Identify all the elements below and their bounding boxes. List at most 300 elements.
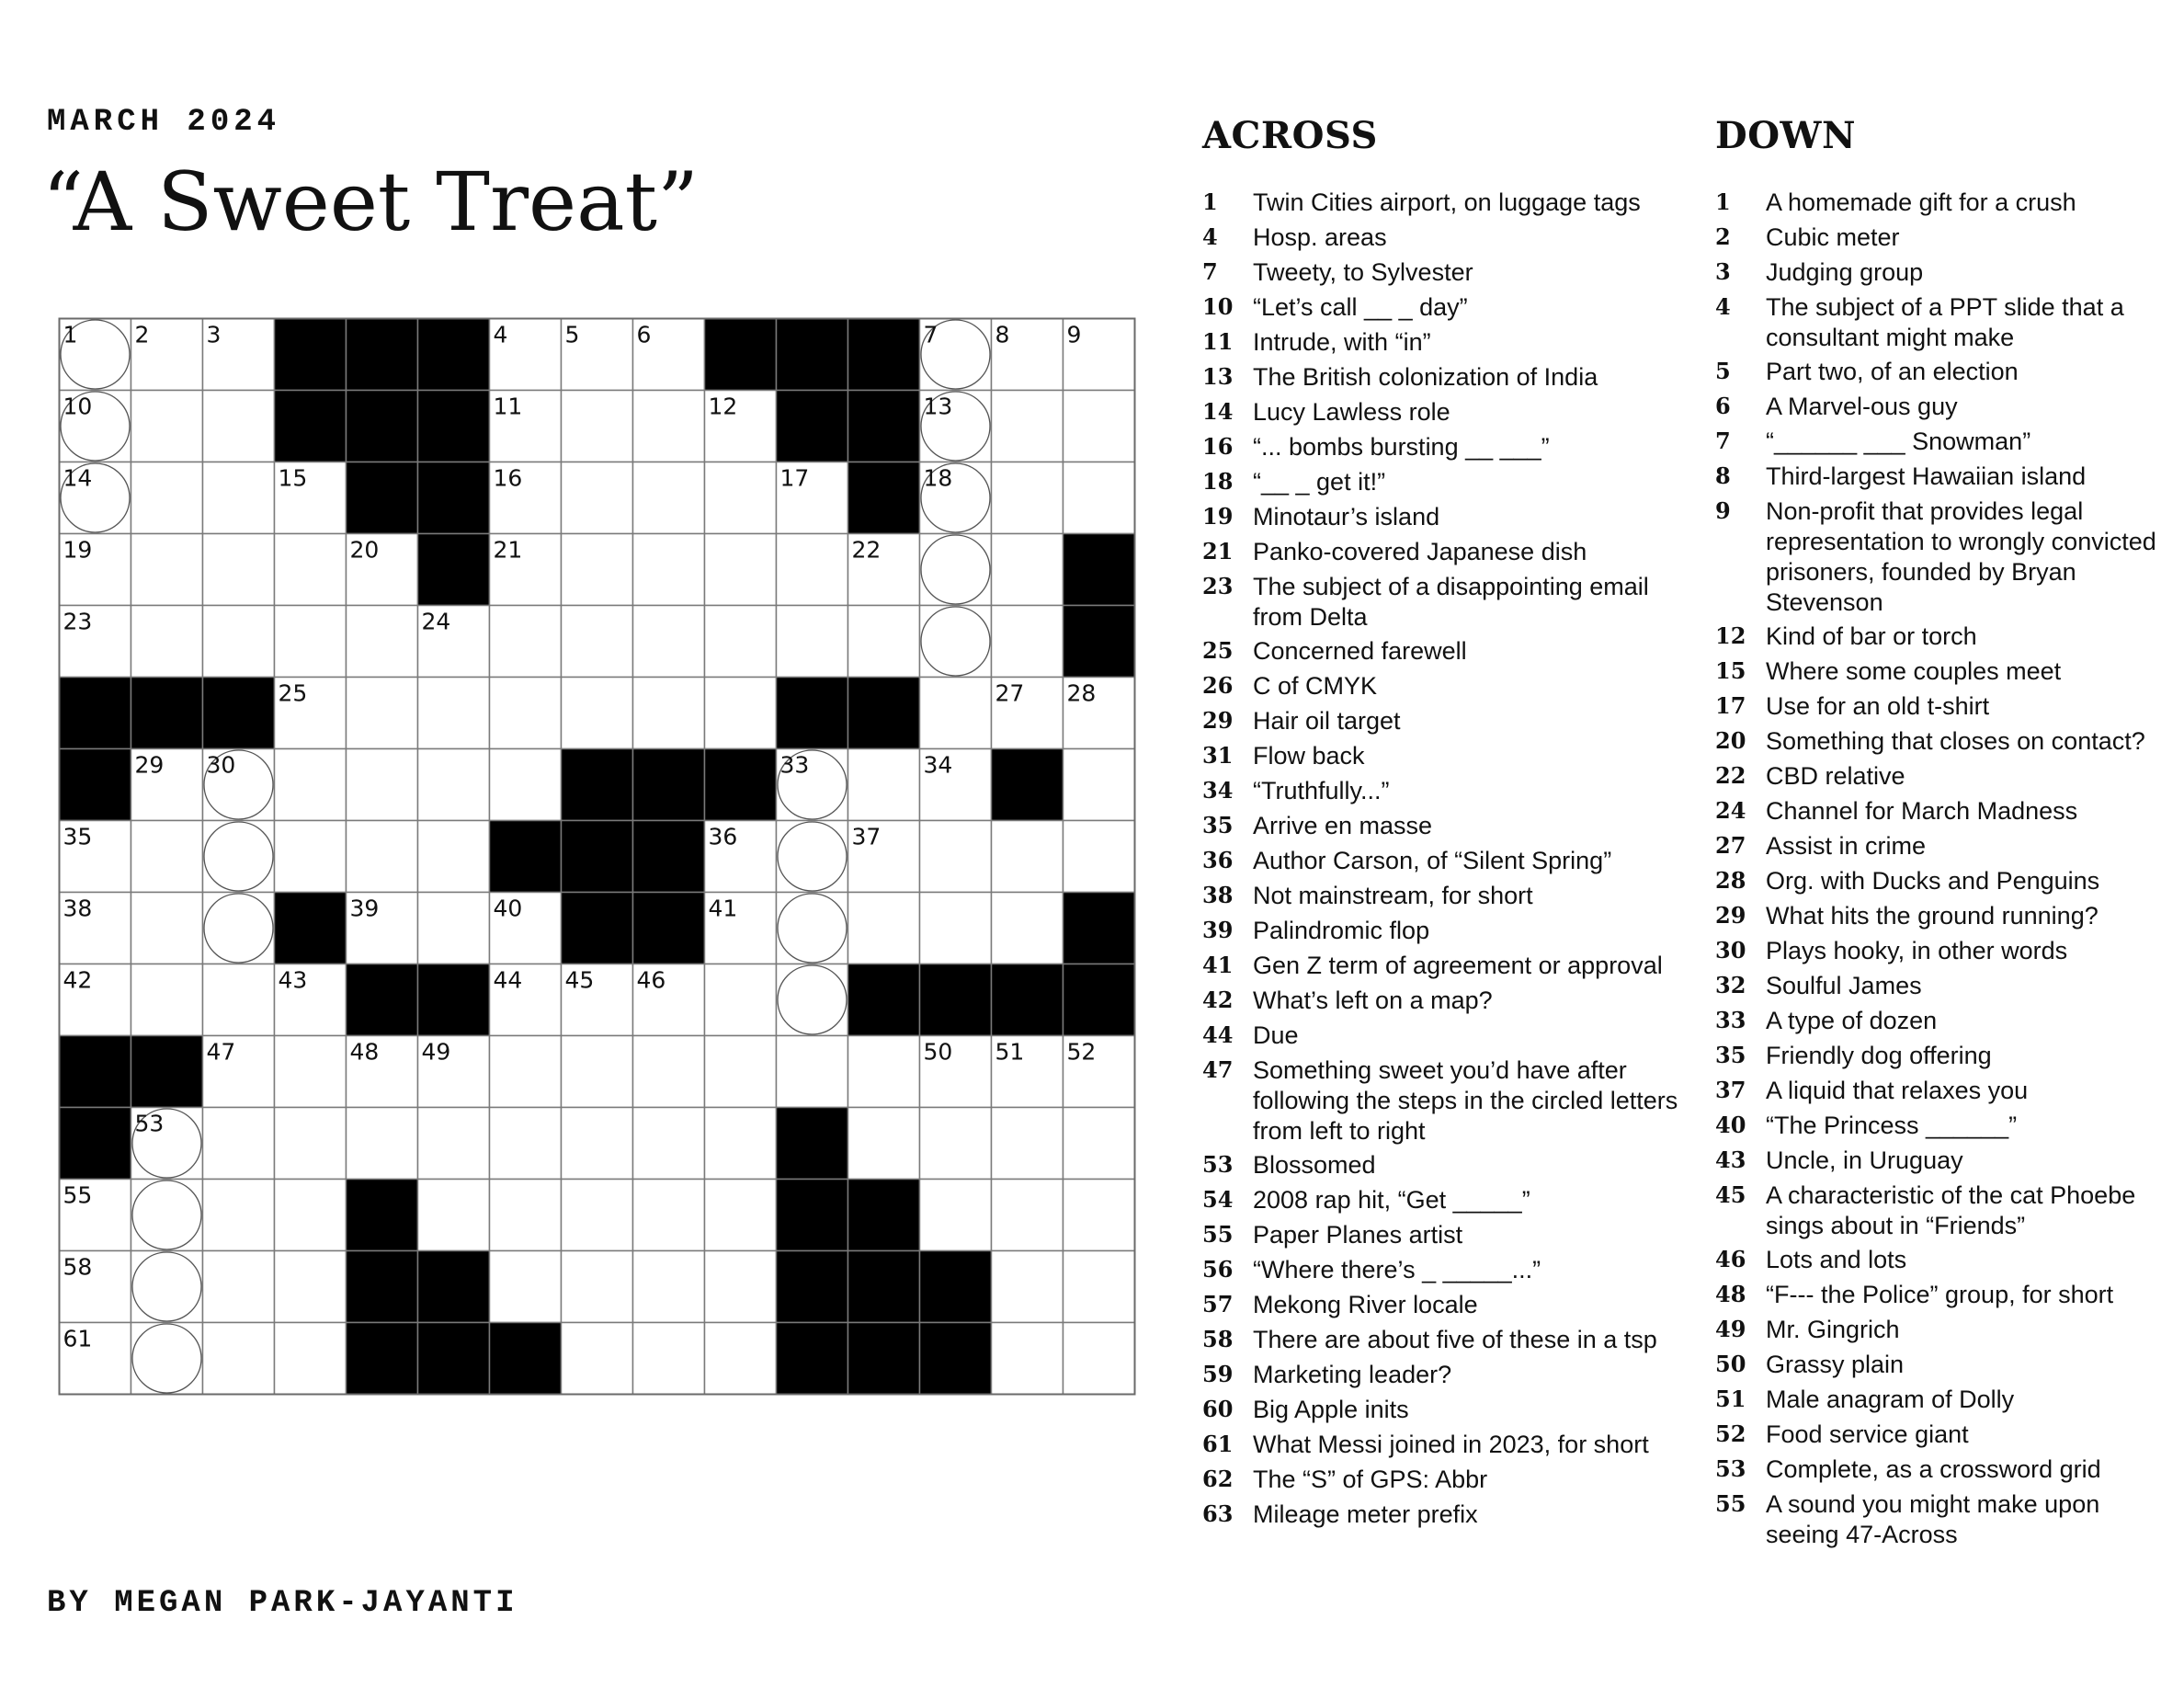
grid-cell[interactable]	[633, 606, 705, 678]
clue-number: 53	[1715, 1455, 1746, 1482]
clue-number: 15	[1715, 657, 1746, 684]
down-clue-2[interactable]	[1715, 221, 2156, 254]
grid-cell[interactable]	[418, 893, 490, 964]
black-square	[992, 749, 1064, 821]
grid-cell[interactable]	[777, 534, 848, 606]
grid-cell[interactable]	[705, 678, 777, 749]
cell-number: 43	[278, 966, 308, 994]
grid-cell[interactable]	[705, 1180, 777, 1251]
clue-text: What Messi joined in 2023, for short	[1253, 1431, 1649, 1458]
grid-cell[interactable]	[848, 893, 920, 964]
clue-number: 23	[1202, 573, 1234, 599]
black-square	[562, 749, 633, 821]
grid-cell[interactable]	[275, 749, 347, 821]
grid-cell[interactable]	[490, 749, 562, 821]
grid-cell[interactable]	[203, 1323, 275, 1395]
clue-text: There are about five of these in a tsp	[1253, 1326, 1657, 1353]
across-clue-61[interactable]	[1202, 1428, 1685, 1461]
across-clue-19[interactable]	[1202, 500, 1685, 533]
down-clue-4[interactable]	[1715, 291, 2156, 353]
clue-text: Hair oil target	[1253, 707, 1401, 735]
cell-number: 3	[206, 321, 222, 348]
grid-cell[interactable]	[992, 534, 1064, 606]
grid-cell[interactable]	[490, 1180, 562, 1251]
across-clue-10[interactable]	[1202, 291, 1685, 324]
clue-number: 9	[1715, 497, 1731, 524]
clue-text: Marketing leader?	[1253, 1361, 1452, 1388]
clue-number: 26	[1202, 672, 1234, 699]
down-clue-45[interactable]	[1715, 1179, 2156, 1241]
grid-cell[interactable]	[992, 391, 1064, 462]
clue-number: 25	[1202, 637, 1234, 664]
clue-text: Tweety, to Sylvester	[1253, 258, 1473, 286]
grid-cell[interactable]	[1064, 1251, 1135, 1323]
grid-cell[interactable]	[203, 462, 275, 534]
grid-cell[interactable]	[418, 678, 490, 749]
clue-text: What’s left on a map?	[1253, 987, 1493, 1014]
grid-cell[interactable]	[992, 1323, 1064, 1395]
clue-number: 56	[1202, 1256, 1234, 1283]
grid-cell[interactable]	[562, 1251, 633, 1323]
down-clue-29[interactable]	[1715, 899, 2156, 932]
clue-text: CBD relative	[1766, 762, 1905, 790]
grid-cell[interactable]	[633, 1251, 705, 1323]
cell-number: 18	[923, 464, 953, 492]
grid-cell[interactable]	[705, 606, 777, 678]
clue-number: 7	[1715, 428, 1731, 454]
clue-text: Part two, of an election	[1766, 358, 2019, 385]
black-square	[848, 1180, 920, 1251]
clue-number: 62	[1202, 1466, 1234, 1492]
grid-cell[interactable]	[1064, 1323, 1135, 1395]
cell-number: 52	[1066, 1038, 1097, 1066]
across-clue-23[interactable]	[1202, 570, 1685, 633]
across-clue-47[interactable]	[1202, 1054, 1685, 1146]
across-clue-29[interactable]	[1202, 704, 1685, 737]
grid-cell[interactable]	[347, 821, 418, 893]
grid-cell[interactable]	[705, 1323, 777, 1395]
across-clue-11[interactable]	[1202, 325, 1685, 359]
down-clue-50[interactable]	[1715, 1348, 2156, 1381]
black-square	[777, 678, 848, 749]
clue-text: A type of dozen	[1766, 1007, 1938, 1034]
grid-cell[interactable]	[848, 1108, 920, 1180]
grid-cell[interactable]	[777, 606, 848, 678]
cell-number: 22	[851, 536, 882, 564]
grid-cell[interactable]	[920, 678, 992, 749]
grid-cell[interactable]	[275, 1323, 347, 1395]
across-clue-62[interactable]	[1202, 1463, 1685, 1496]
clue-number: 22	[1715, 762, 1746, 789]
cell-number: 36	[708, 823, 738, 850]
clue-number: 40	[1715, 1112, 1746, 1138]
down-clue-9[interactable]	[1715, 495, 2156, 618]
grid-cell[interactable]	[705, 462, 777, 534]
down-clue-49[interactable]	[1715, 1313, 2156, 1346]
grid-cell[interactable]	[418, 1180, 490, 1251]
cell-number: 27	[995, 679, 1025, 707]
grid-cell[interactable]	[562, 1108, 633, 1180]
down-clue-32[interactable]	[1715, 969, 2156, 1002]
clue-number: 18	[1202, 468, 1234, 495]
down-clue-3[interactable]	[1715, 256, 2156, 289]
down-clue-33[interactable]	[1715, 1004, 2156, 1037]
grid-cell[interactable]	[1064, 821, 1135, 893]
grid-cell[interactable]	[633, 678, 705, 749]
grid-cell[interactable]	[203, 821, 275, 893]
clue-text: Gen Z term of agreement or approval	[1253, 952, 1663, 979]
across-clue-42[interactable]	[1202, 984, 1685, 1017]
down-clue-48[interactable]	[1715, 1278, 2156, 1311]
cell-number: 9	[1066, 321, 1082, 348]
grid-cell[interactable]	[203, 391, 275, 462]
down-clue-22[interactable]	[1715, 759, 2156, 793]
across-clue-16[interactable]	[1202, 430, 1685, 463]
crossword-grid[interactable]	[58, 317, 1136, 1396]
down-clue-30[interactable]	[1715, 934, 2156, 967]
grid-cell[interactable]	[1064, 1108, 1135, 1180]
clue-text: A homemade gift for a crush	[1766, 188, 2076, 216]
grid-cell[interactable]	[131, 1251, 203, 1323]
clue-number: 36	[1202, 847, 1234, 873]
clue-text: “The Princess ______”	[1766, 1112, 2018, 1139]
black-square	[131, 678, 203, 749]
across-clue-41[interactable]	[1202, 949, 1685, 982]
clue-number: 32	[1715, 972, 1746, 998]
grid-cell[interactable]	[920, 893, 992, 964]
grid-cell[interactable]	[1064, 1180, 1135, 1251]
down-clue-15[interactable]	[1715, 655, 2156, 688]
grid-cell[interactable]	[203, 964, 275, 1036]
clue-text: Author Carson, of “Silent Spring”	[1253, 847, 1612, 874]
clue-text: Channel for March Madness	[1766, 797, 2078, 825]
across-clue-39[interactable]	[1202, 914, 1685, 947]
grid-cell[interactable]	[275, 606, 347, 678]
down-clue-20[interactable]	[1715, 724, 2156, 758]
grid-cell[interactable]	[777, 964, 848, 1036]
across-clue-53[interactable]	[1202, 1148, 1685, 1181]
grid-cell[interactable]	[633, 1180, 705, 1251]
black-square	[848, 462, 920, 534]
clue-text: Mekong River locale	[1253, 1291, 1478, 1318]
clue-number: 59	[1202, 1361, 1234, 1387]
across-clue-38[interactable]	[1202, 879, 1685, 912]
clue-text: Male anagram of Dolly	[1766, 1386, 2015, 1413]
clue-text: Lots and lots	[1766, 1246, 1907, 1273]
across-clue-13[interactable]	[1202, 360, 1685, 393]
grid-cell[interactable]	[705, 1036, 777, 1108]
grid-cell[interactable]	[203, 1108, 275, 1180]
across-clue-54[interactable]	[1202, 1183, 1685, 1216]
clue-number: 55	[1715, 1490, 1746, 1517]
down-clue-28[interactable]	[1715, 864, 2156, 897]
grid-cell[interactable]	[347, 1108, 418, 1180]
cell-number: 49	[421, 1038, 451, 1066]
down-clue-8[interactable]	[1715, 460, 2156, 493]
grid-cell[interactable]	[777, 893, 848, 964]
clue-text: Blossomed	[1253, 1151, 1376, 1179]
across-clue-35[interactable]	[1202, 809, 1685, 842]
grid-cell[interactable]	[848, 749, 920, 821]
across-clue-57[interactable]	[1202, 1288, 1685, 1321]
across-clue-21[interactable]	[1202, 535, 1685, 568]
clue-number: 44	[1202, 1021, 1234, 1048]
clue-text: Org. with Ducks and Penguins	[1766, 867, 2100, 895]
grid-cell[interactable]	[1064, 749, 1135, 821]
grid-cell[interactable]	[275, 1036, 347, 1108]
cell-number: 51	[995, 1038, 1025, 1066]
grid-cell[interactable]	[633, 534, 705, 606]
grid-cell[interactable]	[275, 1251, 347, 1323]
clue-number: 13	[1202, 363, 1234, 390]
grid-cell[interactable]	[633, 391, 705, 462]
down-clue-43[interactable]	[1715, 1144, 2156, 1177]
grid-cell[interactable]	[490, 1251, 562, 1323]
across-clue-25[interactable]	[1202, 634, 1685, 667]
down-clue-37[interactable]	[1715, 1074, 2156, 1107]
across-clue-60[interactable]	[1202, 1393, 1685, 1426]
grid-cell[interactable]	[562, 1180, 633, 1251]
grid-cell[interactable]	[1064, 462, 1135, 534]
grid-cell[interactable]	[131, 391, 203, 462]
cell-number: 7	[923, 321, 938, 348]
grid-cell[interactable]	[347, 749, 418, 821]
clue-number: 2	[1715, 223, 1731, 250]
clue-number: 57	[1202, 1291, 1234, 1317]
across-clue-14[interactable]	[1202, 395, 1685, 428]
grid-cell[interactable]	[992, 1108, 1064, 1180]
across-clue-56[interactable]	[1202, 1253, 1685, 1286]
grid-cell[interactable]	[1064, 391, 1135, 462]
grid-cell[interactable]	[203, 1180, 275, 1251]
down-clue-6[interactable]	[1715, 390, 2156, 423]
across-clue-7[interactable]	[1202, 256, 1685, 289]
grid-cell[interactable]	[275, 1180, 347, 1251]
grid-cell[interactable]	[490, 1108, 562, 1180]
grid-cell[interactable]	[992, 1180, 1064, 1251]
down-clue-7[interactable]	[1715, 425, 2156, 458]
clue-number: 28	[1715, 867, 1746, 894]
down-clue-51[interactable]	[1715, 1383, 2156, 1416]
cell-number: 10	[63, 393, 93, 420]
clue-text: Twin Cities airport, on luggage tags	[1253, 188, 1641, 216]
clue-number: 53	[1202, 1151, 1234, 1178]
black-square	[848, 319, 920, 391]
grid-cell[interactable]	[633, 1323, 705, 1395]
down-clue-52[interactable]	[1715, 1418, 2156, 1451]
grid-cell[interactable]	[131, 1180, 203, 1251]
down-clue-17[interactable]	[1715, 690, 2156, 723]
across-clue-18[interactable]	[1202, 465, 1685, 498]
clue-number: 30	[1715, 937, 1746, 964]
black-square	[347, 462, 418, 534]
clue-number: 6	[1715, 393, 1731, 419]
grid-cell[interactable]	[562, 606, 633, 678]
down-clue-46[interactable]	[1715, 1243, 2156, 1276]
grid-cell[interactable]	[562, 462, 633, 534]
clue-text: Hosp. areas	[1253, 223, 1387, 251]
grid-cell[interactable]	[920, 606, 992, 678]
clue-text: The “S” of GPS: Abbr	[1253, 1466, 1488, 1493]
clue-number: 61	[1202, 1431, 1234, 1457]
clue-number: 48	[1715, 1281, 1746, 1307]
grid-cell[interactable]	[992, 893, 1064, 964]
cell-number: 50	[923, 1038, 953, 1066]
grid-cell[interactable]	[131, 1323, 203, 1395]
across-clue-59[interactable]	[1202, 1358, 1685, 1391]
black-square	[1064, 606, 1135, 678]
grid-cell[interactable]	[920, 1180, 992, 1251]
clue-text: The subject of a PPT slide that a consultant might make	[1766, 293, 2124, 351]
clue-text: Arrive en masse	[1253, 812, 1433, 839]
grid-cell[interactable]	[705, 1108, 777, 1180]
cell-number: 24	[421, 608, 451, 635]
clue-number: 17	[1715, 692, 1746, 719]
black-square	[418, 391, 490, 462]
clue-number: 37	[1715, 1077, 1746, 1103]
clue-number: 50	[1715, 1351, 1746, 1377]
cell-number: 25	[278, 679, 308, 707]
puzzle-title: “A Sweet Treat”	[42, 154, 699, 249]
grid-cell[interactable]	[418, 749, 490, 821]
grid-cell[interactable]	[490, 1036, 562, 1108]
grid-cell[interactable]	[131, 821, 203, 893]
grid-cell[interactable]	[920, 1108, 992, 1180]
clue-number: 16	[1202, 433, 1234, 460]
clue-text: C of CMYK	[1253, 672, 1378, 700]
grid-cell[interactable]	[203, 893, 275, 964]
across-clue-55[interactable]	[1202, 1218, 1685, 1251]
clue-text: What hits the ground running?	[1766, 902, 2099, 930]
grid-cell[interactable]	[131, 893, 203, 964]
grid-cell[interactable]	[203, 606, 275, 678]
cell-number: 8	[995, 321, 1010, 348]
across-clue-31[interactable]	[1202, 739, 1685, 772]
cell-number: 33	[779, 751, 810, 779]
across-clue-34[interactable]	[1202, 774, 1685, 807]
clue-text: Due	[1253, 1021, 1299, 1049]
clue-text: Complete, as a crossword grid	[1766, 1455, 2101, 1483]
clue-number: 7	[1202, 258, 1218, 285]
grid-cell[interactable]	[848, 1036, 920, 1108]
grid-cell[interactable]	[418, 821, 490, 893]
clue-number: 29	[1715, 902, 1746, 929]
grid-cell[interactable]	[203, 1251, 275, 1323]
clue-number: 63	[1202, 1500, 1234, 1527]
clue-text: Soulful James	[1766, 972, 1922, 999]
cell-number: 20	[349, 536, 380, 564]
clue-number: 20	[1715, 727, 1746, 754]
grid-cell[interactable]	[347, 678, 418, 749]
down-clue-35[interactable]	[1715, 1039, 2156, 1072]
grid-cell[interactable]	[562, 678, 633, 749]
cell-number: 17	[779, 464, 810, 492]
clue-number: 42	[1202, 987, 1234, 1013]
black-square	[347, 319, 418, 391]
cell-number: 14	[63, 464, 93, 492]
grid-cell[interactable]	[275, 534, 347, 606]
across-clue-44[interactable]	[1202, 1019, 1685, 1052]
clue-text: Judging group	[1766, 258, 1924, 286]
black-square	[275, 319, 347, 391]
grid-cell[interactable]	[131, 964, 203, 1036]
down-clue-40[interactable]	[1715, 1109, 2156, 1142]
clue-text: Mr. Gingrich	[1766, 1316, 1900, 1343]
grid-cell[interactable]	[705, 1251, 777, 1323]
grid-cell[interactable]	[131, 534, 203, 606]
grid-cell[interactable]	[490, 678, 562, 749]
black-square	[562, 821, 633, 893]
grid-cell[interactable]	[490, 606, 562, 678]
clue-number: 3	[1715, 258, 1731, 285]
across-clue-63[interactable]	[1202, 1498, 1685, 1531]
black-square	[705, 319, 777, 391]
black-square	[848, 391, 920, 462]
grid-cell[interactable]	[777, 1036, 848, 1108]
grid-cell[interactable]	[633, 1036, 705, 1108]
down-clue-27[interactable]	[1715, 829, 2156, 862]
grid-cell[interactable]	[275, 821, 347, 893]
black-square	[418, 964, 490, 1036]
clue-text: Mileage meter prefix	[1253, 1500, 1478, 1528]
across-heading: ACROSS	[1202, 114, 1378, 157]
grid-cell[interactable]	[347, 606, 418, 678]
clue-text: Minotaur’s island	[1253, 503, 1440, 530]
grid-cell[interactable]	[992, 462, 1064, 534]
cell-number: 28	[1066, 679, 1097, 707]
grid-cell[interactable]	[777, 821, 848, 893]
grid-cell[interactable]	[562, 1036, 633, 1108]
across-clue-36[interactable]	[1202, 844, 1685, 877]
grid-cell[interactable]	[705, 964, 777, 1036]
black-square	[705, 749, 777, 821]
across-clue-4[interactable]	[1202, 221, 1685, 254]
grid-cell[interactable]	[633, 1108, 705, 1180]
clue-number: 1	[1715, 188, 1731, 215]
grid-cell[interactable]	[203, 534, 275, 606]
down-clue-5[interactable]	[1715, 355, 2156, 388]
clue-number: 24	[1715, 797, 1746, 824]
across-clue-26[interactable]	[1202, 669, 1685, 702]
grid-cell[interactable]	[920, 821, 992, 893]
grid-cell[interactable]	[418, 1108, 490, 1180]
grid-cell[interactable]	[275, 1108, 347, 1180]
across-clue-58[interactable]	[1202, 1323, 1685, 1356]
grid-cell[interactable]	[633, 462, 705, 534]
grid-cell[interactable]	[992, 1251, 1064, 1323]
down-clue-53[interactable]	[1715, 1453, 2156, 1486]
black-square	[347, 1251, 418, 1323]
down-clue-24[interactable]	[1715, 794, 2156, 827]
grid-cell[interactable]	[920, 534, 992, 606]
down-clue-12[interactable]	[1715, 620, 2156, 653]
across-clue-1[interactable]	[1202, 186, 1685, 219]
down-clue-55[interactable]	[1715, 1488, 2156, 1550]
grid-cell[interactable]	[848, 606, 920, 678]
down-clue-1[interactable]	[1715, 186, 2156, 219]
black-square	[848, 1323, 920, 1395]
grid-cell[interactable]	[562, 391, 633, 462]
grid-cell[interactable]	[705, 534, 777, 606]
grid-cell[interactable]	[992, 606, 1064, 678]
black-square	[848, 678, 920, 749]
grid-cell[interactable]	[131, 462, 203, 534]
grid-cell[interactable]	[562, 1323, 633, 1395]
grid-cell[interactable]	[562, 534, 633, 606]
clue-number: 35	[1202, 812, 1234, 838]
grid-cell[interactable]	[131, 606, 203, 678]
grid-cell[interactable]	[992, 821, 1064, 893]
